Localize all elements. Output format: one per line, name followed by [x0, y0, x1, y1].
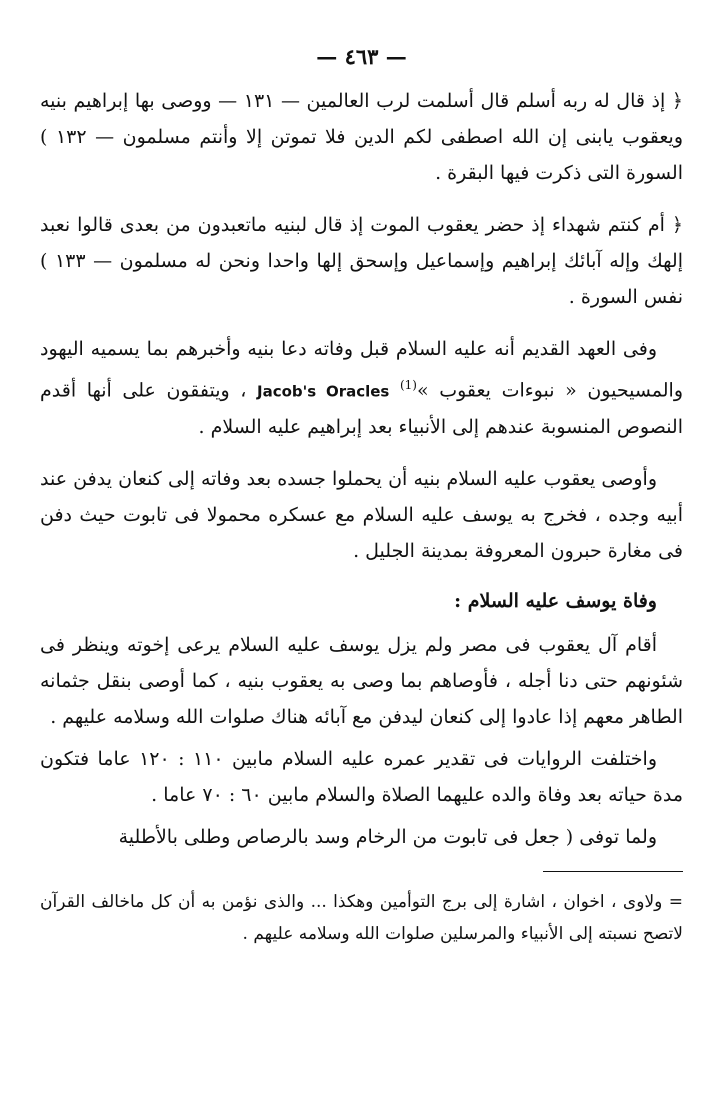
paragraph-jacob-burial: وأوصى يعقوب عليه السلام بنيه أن يحملوا جسده بعد وفاته إلى كنعان يدفن عند أبيه وجده ، فخرج به يوسف عليه السلام مع عسكره محمولا فى تابوت حيث دفن فى مغارة حبرون المعروفة بمدينة الجليل .: [40, 468, 683, 563]
paragraph-joseph-family: أقام آل يعقوب فى مصر ولم يزل يوسف عليه السلام يرعى إخوته وينظر فى شئونهم حتى دنا أجله ، فأوصاهم بما وصى به يعقوب بنيه ، كما أوصى بنقل جثمانه الطاهر معهم إذا عادوا إلى كنعان ليدفن مع آبائه هناك صلوات الله وسلامه عليهم .: [40, 634, 683, 729]
paragraph-old-testament: [40, 331, 683, 445]
latin-term: Jacob's Oracles: [257, 382, 390, 401]
page-number: — ٤٦٣ —: [316, 44, 407, 69]
paragraph-quran-baqarah-133: ﴿ أم كنتم شهداء إذ حضر يعقوب الموت إذ قال لبنيه ماتعبدون من بعدى قالوا نعبد إلهك وإله آبائك إبراهيم وإسماعيل وإسحق إلها واحدا ونحن له مسلمون — ١٣٣ ) نفس السورة .: [40, 214, 683, 308]
footnote-divider: [543, 871, 683, 872]
paragraph-old-testament-text-end: ، ويتفقون على أنها أقدم النصوص المنسوبة عندهم إلى الأنبياء بعد إبراهيم عليه السلام .: [40, 379, 683, 439]
section-heading: وفاة يوسف عليه السلام :: [454, 590, 657, 613]
paragraph-joseph-coffin: ولما توفى ( جعل فى تابوت من الرخام وسد بالرصاص وطلى بالأطلية: [118, 826, 657, 849]
footnote-ref: (1): [399, 378, 417, 392]
paragraph-old-testament-text: وفى العهد القديم أنه عليه السلام قبل وفاته دعا بنيه وأخبرهم بما يسميه اليهود والمسيحيون « نبوءات يعقوب »: [40, 338, 684, 402]
paragraph-joseph-age: واختلفت الروايات فى تقدير عمره عليه السلام مابين ١١٠ : ١٢٠ عاما فتكون مدة حياته بعد وفاة والده عليهما الصلاة والسلام مابين ٦٠ : ٧٠ عاما .: [40, 748, 683, 807]
footnote: = ولاوى ، اخوان ، اشارة إلى برج التوأمين وهكذا ... والذى نؤمن به أن كل ماخالف القرآن لاتصح نسبته إلى الأنبياء والمرسلين صلوات الله وسلامه عليهم .: [40, 892, 683, 945]
paragraph-quran-baqarah-131: ﴿ إذ قال له ربه أسلم قال أسلمت لرب العالمين — ١٣١ — ووصى بها إبراهيم بنيه ويعقوب يابنى إن الله اصطفى لكم الدين فلا تموتن إلا وأنتم مسلمون — ١٣٢ ) السورة التى ذكرت فيها البقرة .: [40, 90, 684, 184]
